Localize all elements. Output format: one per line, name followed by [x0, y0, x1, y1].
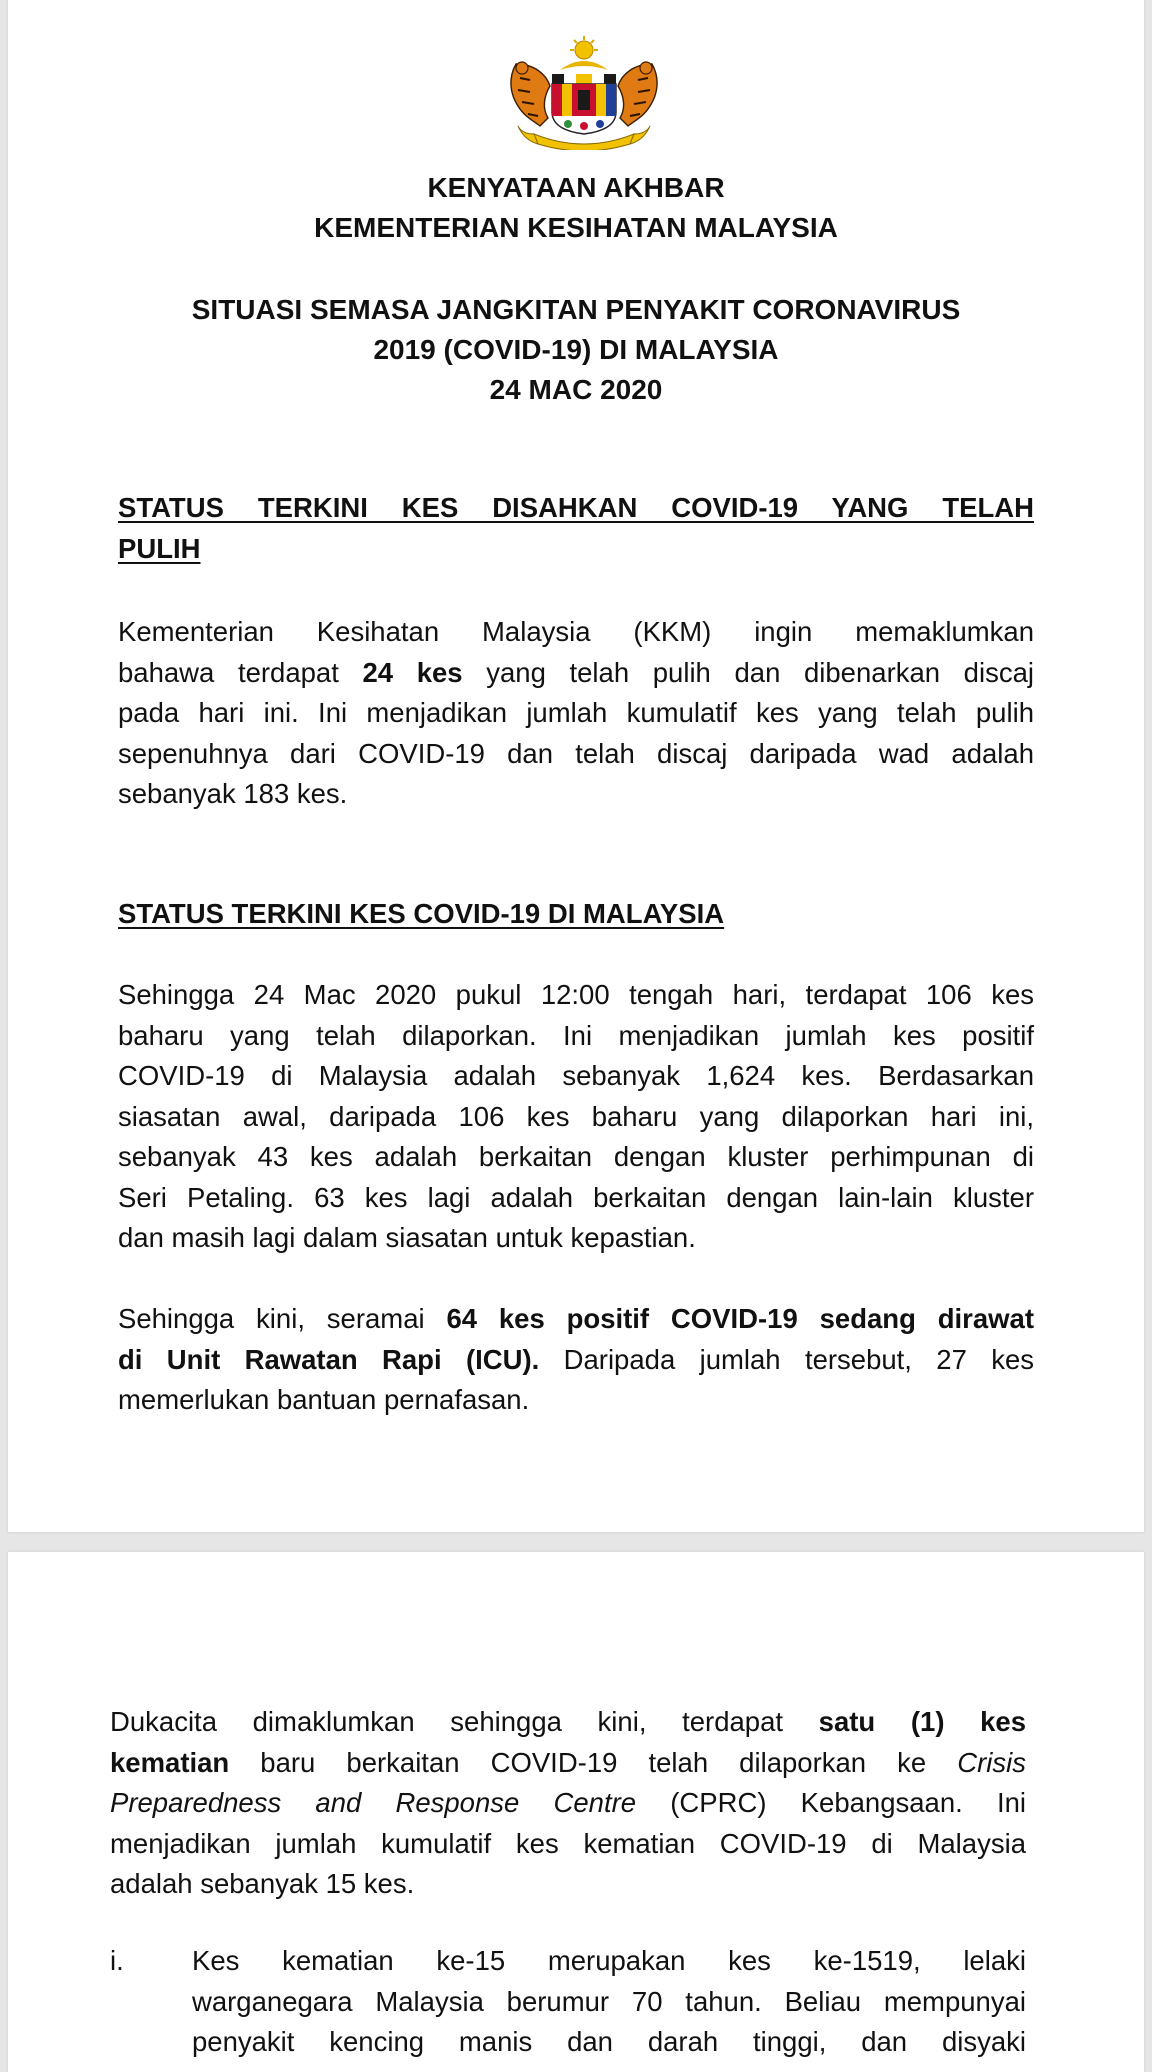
- heading-line: STATUS TERKINI KES DISAHKAN COVID-19 YANG TELAH: [118, 492, 1034, 523]
- title-line-1: SITUASI SEMASA JANGKITAN PENYAKIT CORONAVIRUS: [191, 294, 961, 325]
- list-item-text: [192, 1941, 1026, 2063]
- paragraph-line: Seri Petaling. 63 kes lagi adalah berkaitan dengan lain-lain kluster: [118, 1181, 1034, 1213]
- icu-emphasis: di Unit Rawatan Rapi (ICU).: [118, 1343, 540, 1375]
- list-marker: i.: [110, 1945, 124, 1976]
- recovered-count: 24 kes: [362, 656, 463, 688]
- document-date: 24 MAC 2020: [489, 374, 663, 405]
- section-heading-recovered: [118, 488, 1034, 569]
- paragraph-line: memerlukan bantuan pernafasan.: [118, 1384, 530, 1415]
- title-line-2: 2019 (COVID-19) DI MALAYSIA: [373, 334, 779, 365]
- malaysia-coat-of-arms-icon: [504, 34, 664, 150]
- paragraph-line: kematian baru berkaitan COVID-19 telah dilaporkan ke Crisis: [110, 1746, 1026, 1778]
- paragraph-line: Kementerian Kesihatan Malaysia (KKM) ingin memaklumkan: [118, 616, 1034, 647]
- paragraph-line: sebanyak 183 kes.: [118, 778, 348, 809]
- document-page-1: [8, 0, 1144, 1532]
- paragraph-recovered-cases: [118, 612, 1034, 815]
- paragraph-icu-cases: [118, 1299, 1034, 1421]
- death-emphasis: satu (1) kes: [818, 1706, 1026, 1737]
- icu-emphasis: 64 kes positif COVID-19 sedang dirawat: [446, 1303, 1034, 1334]
- paragraph-line: menjadikan jumlah kumulatif kes kematian COVID-19 di Malaysia: [110, 1827, 1026, 1859]
- death-emphasis: kematian: [110, 1746, 230, 1778]
- paragraph-line: dan masih lagi dalam siasatan untuk kepastian.: [118, 1222, 696, 1253]
- paragraph-line: Sehingga 24 Mac 2020 pukul 12:00 tengah hari, terdapat 106 kes: [118, 979, 1034, 1010]
- paragraph-line: di Unit Rawatan Rapi (ICU). Daripada jumlah tersebut, 27 kes: [118, 1343, 1035, 1375]
- paragraph-line: penyakit kencing manis dan darah tinggi, dan disyaki: [192, 2026, 1026, 2057]
- paragraph-line: bahawa terdapat 24 kes yang telah pulih dan dibenarkan discaj: [118, 656, 1034, 688]
- paragraph-line: baharu yang telah dilaporkan. Ini menjadikan jumlah kes positif: [118, 1019, 1034, 1051]
- paragraph-line: sepenuhnya dari COVID-19 dan telah discaj daripada wad adalah: [118, 737, 1034, 769]
- paragraph-line: adalah sebanyak 15 kes.: [110, 1868, 415, 1899]
- paragraph-line: siasatan awal, daripada 106 kes baharu yang dilaporkan hari ini,: [118, 1100, 1034, 1132]
- heading-line: PULIH: [118, 532, 201, 564]
- document-title: [8, 290, 1144, 410]
- header-line-1: KENYATAAN AKHBAR: [427, 172, 725, 203]
- paragraph-line: pada hari ini. Ini menjadikan jumlah kumulatif kes yang telah pulih: [118, 697, 1034, 728]
- paragraph-new-cases: [118, 975, 1034, 1259]
- press-statement-header: [8, 168, 1144, 248]
- paragraph-line: Kes kematian ke-15 merupakan kes ke-1519, lelaki: [192, 1945, 1026, 1976]
- paragraph-line: sebanyak 43 kes adalah berkaitan dengan kluster perhimpunan di: [118, 1141, 1034, 1172]
- paragraph-line: Sehingga kini, seramai 64 kes positif COVID-19 sedang dirawat: [118, 1303, 1034, 1334]
- paragraph-deaths: [110, 1702, 1026, 1905]
- header-line-2: KEMENTERIAN KESIHATAN MALAYSIA: [314, 212, 838, 243]
- section-heading-status: STATUS TERKINI KES COVID-19 DI MALAYSIA: [118, 898, 725, 929]
- paragraph-line: Preparedness and Response Centre (CPRC) Kebangsaan. Ini: [110, 1787, 1026, 1818]
- paragraph-line: Dukacita dimaklumkan sehingga kini, terdapat satu (1) kes: [110, 1706, 1026, 1737]
- paragraph-line: warganegara Malaysia berumur 70 tahun. Beliau mempunyai: [192, 1985, 1026, 2017]
- paragraph-line: COVID-19 di Malaysia adalah sebanyak 1,624 kes. Berdasarkan: [118, 1060, 1034, 1091]
